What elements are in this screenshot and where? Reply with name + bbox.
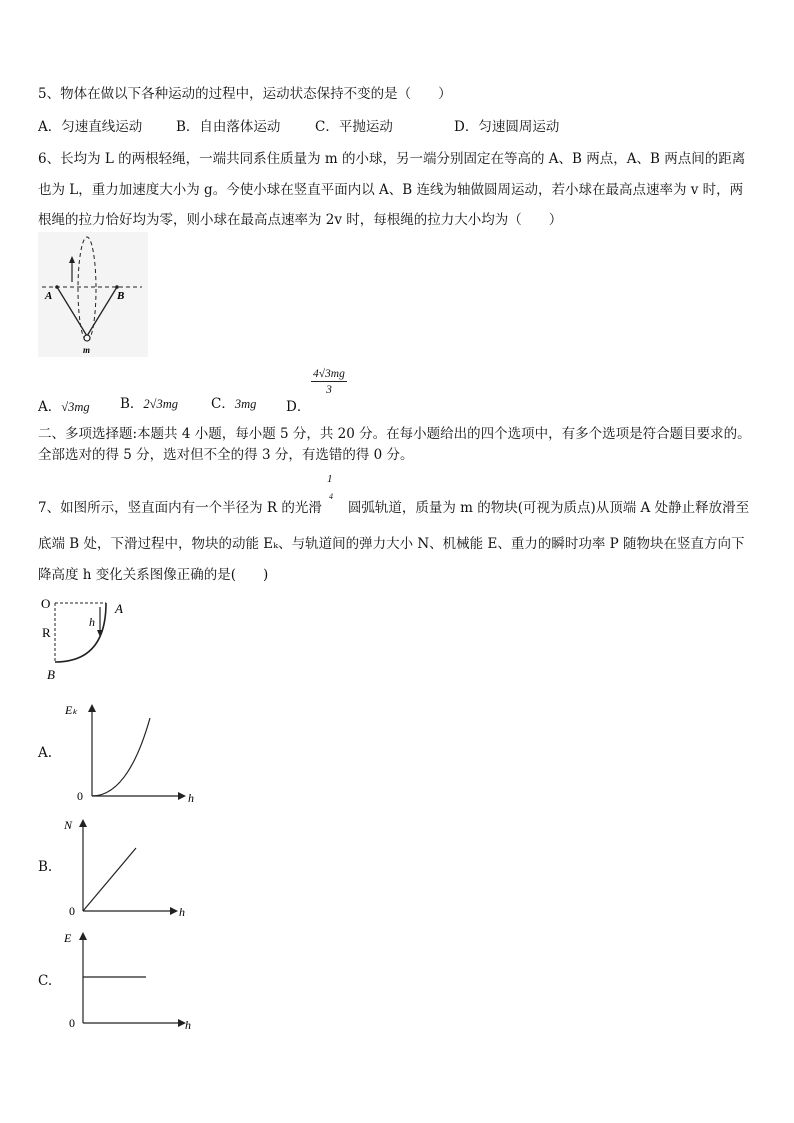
q6-option-c — [211, 392, 256, 412]
q5-stem: 5、物体在做以下各种运动的过程中，运动状态保持不变的是（ ） — [38, 86, 452, 102]
q6-option-c-value: 3mg — [234, 397, 257, 411]
graph-c-option: C. — [38, 973, 53, 989]
graph-b-xlabel: h — [179, 905, 185, 919]
graph-a-ylabel: Eₖ — [65, 703, 78, 717]
graph-a-y-arrow — [88, 704, 96, 712]
section2-line-1: 二、多项选择题:本题共 4 小题，每小题 5 分，共 20 分。在每小题给出的四个选项中，有多个选项是符合题目要求的。 — [38, 426, 751, 442]
q7-fraction-numerator: 1 — [327, 473, 333, 485]
label-b: B — [117, 290, 125, 302]
label-a: A — [45, 290, 53, 302]
q5-option-c: C．平抛运动 — [315, 119, 393, 135]
q6-option-a — [38, 395, 90, 415]
q6-line-3: 根绳的拉力恰好均为零，则小球在最高点速率为 2v 时，每根绳的拉力大小均为（ ） — [38, 212, 563, 228]
q6-line-1: 6、长均为 L 的两根轻绳，一端共同系住质量为 m 的小球，另一端分别固定在等高的 A、B 两点，A、B 两点间的距离 — [38, 151, 746, 167]
label-r: R — [42, 625, 51, 640]
q7-fraction-denominator: 4 — [329, 492, 333, 501]
q7-line-3: 降高度 h 变化关系图像正确的是( ) — [38, 567, 269, 583]
q6-option-b — [120, 392, 178, 412]
q6-option-a-letter: A． — [38, 399, 62, 415]
label-a: A — [115, 601, 123, 616]
q6-option-a-value: √3mg — [61, 400, 90, 414]
q6-option-b-value: 2√3mg — [143, 397, 179, 411]
graph-a-xlabel: h — [188, 791, 194, 805]
label-o: O — [41, 596, 51, 611]
q6-option-b-letter: B． — [120, 396, 144, 412]
q6-line-2: 也为 L，重力加速度大小为 g。今使小球在竖直平面内以 A、B 连线为轴做圆周运动，若小球在最高点速率为 v 时，两 — [38, 182, 744, 198]
q6-option-d-letter: D． — [286, 399, 311, 415]
graph-c-origin: 0 — [69, 1016, 75, 1030]
graph-a-x-arrow — [178, 792, 186, 800]
section2-line-2: 全部选对的得 5 分，选对但不全的得 3 分，有选错的得 0 分。 — [38, 447, 414, 463]
graph-b-option: B. — [38, 859, 53, 875]
ball — [84, 335, 90, 341]
label-b: B — [47, 667, 55, 682]
q6-option-c-letter: C． — [211, 396, 235, 412]
graph-b-x-arrow — [170, 907, 178, 915]
q7-line-1-start: 7、如图所示，竖直面内有一个半径为 R 的光滑 — [38, 500, 322, 516]
q6-option-d-numerator: 4√3mg — [313, 368, 345, 380]
graph-a-origin: 0 — [77, 789, 83, 803]
graph-c-y-arrow — [79, 932, 87, 940]
label-h: h — [89, 615, 95, 629]
graph-c-ylabel: E — [64, 931, 72, 945]
q6-option-d-denominator: 3 — [326, 384, 332, 396]
q5-option-b: B．自由落体运动 — [176, 119, 281, 135]
q7-line-1 — [38, 496, 749, 516]
point-b — [115, 285, 119, 289]
label-m: m — [83, 345, 91, 355]
graph-a-option: A. — [38, 745, 53, 761]
q6-figure — [38, 232, 148, 357]
q5-option-a: A．匀速直线运动 — [38, 119, 143, 135]
graph-c — [60, 928, 200, 1036]
q6-option-d-fraction — [311, 368, 347, 396]
q7-track-figure — [38, 595, 138, 685]
graph-b-line — [83, 848, 136, 911]
point-a — [55, 285, 59, 289]
graph-b — [60, 815, 200, 923]
graph-a-curve — [92, 718, 150, 796]
graph-c-xlabel: h — [185, 1018, 191, 1032]
graph-b-ylabel: N — [64, 818, 73, 832]
graph-a — [60, 700, 200, 810]
q7-line-2: 底端 B 处，下滑过程中，物块的动能 Eₖ、与轨道间的弹力大小 N、机械能 E、重力的瞬时功率 P 随物块在竖直方向下 — [38, 536, 745, 552]
q5-option-d: D．匀速圆周运动 — [454, 119, 560, 135]
graph-b-origin: 0 — [69, 904, 75, 918]
q7-line-1-rest: 圆弧轨道，质量为 m 的物块(可视为质点)从顶端 A 处静止释放滑至 — [347, 500, 750, 516]
graph-b-y-arrow — [79, 819, 87, 827]
